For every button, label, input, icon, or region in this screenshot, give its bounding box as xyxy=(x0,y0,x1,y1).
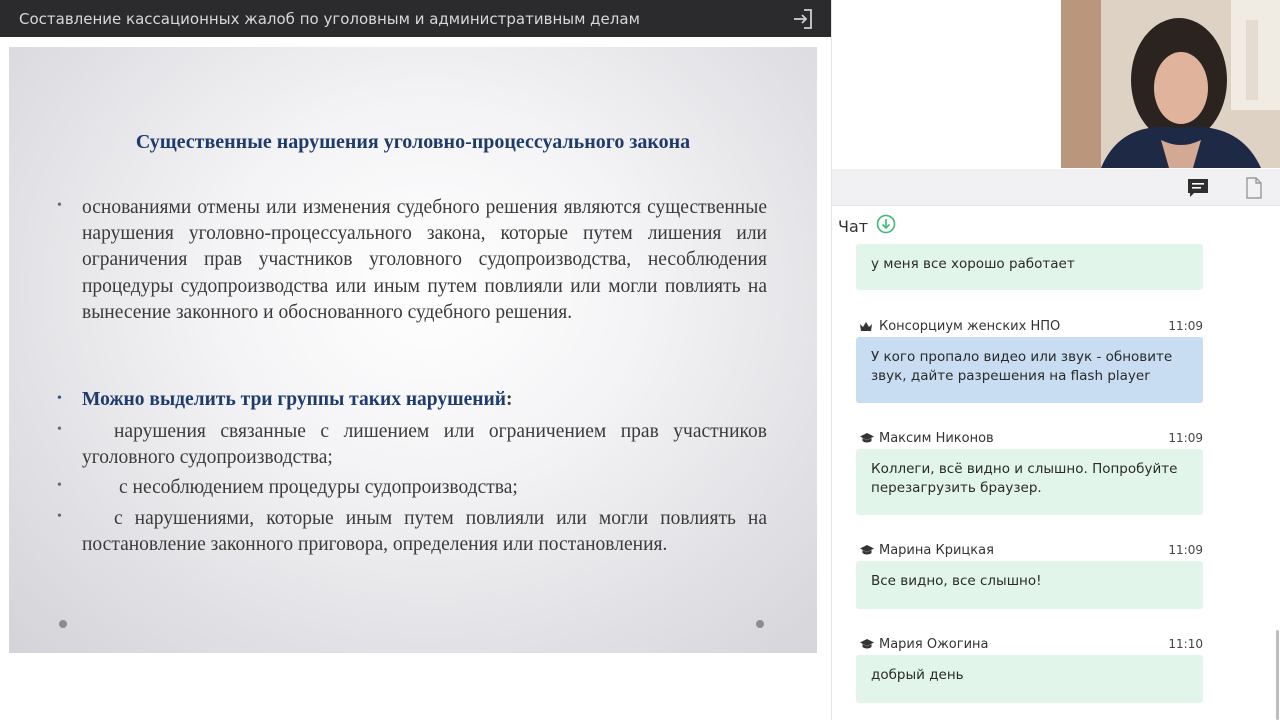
top-bar xyxy=(0,0,831,37)
chat-time: 11:10 xyxy=(1168,637,1203,651)
bullet: • xyxy=(57,391,62,406)
sign-out-icon[interactable] xyxy=(789,5,817,33)
groups-heading-text: Можно выделить три группы таких нарушений xyxy=(82,389,506,410)
bullet: • xyxy=(57,509,62,524)
slide-title: Существенные нарушения уголовно-процессуального закона xyxy=(135,131,691,153)
chat-message-meta xyxy=(859,430,1203,446)
slide-list-item: с нарушениями, которые иным путем повлияли или могли повлиять на постановление законного приговора, определения или постановления. xyxy=(82,508,767,556)
chat-author: Максим Никонов xyxy=(879,430,994,446)
speaker-video[interactable] xyxy=(1061,0,1280,168)
bullet: • xyxy=(57,478,62,493)
chat-author: Мария Ожогина xyxy=(879,636,989,652)
slide-decor-dot xyxy=(756,620,764,628)
chat-time: 11:09 xyxy=(1168,319,1203,333)
graduation-cap-icon xyxy=(859,431,875,445)
chat-message-bubble: У кого пропало видео или звук - обновите звук, дайте разрешения на flash player xyxy=(856,337,1203,403)
chat-bubble-icon[interactable] xyxy=(1185,175,1211,201)
chat-message-bubble: Все видно, все слышно! xyxy=(856,561,1203,609)
slide-decor-dot xyxy=(59,620,67,628)
graduation-cap-icon xyxy=(859,543,875,557)
chat-message-meta xyxy=(859,318,1203,334)
chat-messages[interactable] xyxy=(832,240,1252,720)
graduation-cap-icon xyxy=(859,637,875,651)
groups-heading xyxy=(82,387,767,413)
presentation-slide xyxy=(9,47,817,653)
chat-author: Консорциум женских НПО xyxy=(879,318,1061,334)
chat-message-bubble: Коллеги, всё видно и слышно. Попробуйте перезагрузить браузер. xyxy=(856,449,1203,515)
chat-time: 11:09 xyxy=(1168,431,1203,445)
side-panel xyxy=(831,0,1280,720)
chat-label: Чат xyxy=(838,216,869,236)
chat-header xyxy=(838,214,896,238)
chat-time: 11:09 xyxy=(1168,543,1203,557)
chat-scrollbar[interactable] xyxy=(1276,630,1279,720)
chat-author: Марина Крицкая xyxy=(879,542,994,558)
slide-paragraph: основаниями отмены или изменения судебного решения являются существенные нарушения уголовно-процессуального закона, которые путем лишения или ограничения прав участников уголовного судопроизводства, несоблюдения процедуры судопроизводства или иным путем повлияли или могли повлиять на вынесение законного и обоснованного судебного решения. xyxy=(82,197,767,323)
document-icon[interactable] xyxy=(1241,175,1267,201)
crown-icon xyxy=(859,319,875,333)
chat-message-meta xyxy=(859,636,1203,652)
slide-list-item: нарушения связанные с лишением или ограничением прав участников уголовного судопроизводства; xyxy=(82,421,767,469)
chat-message-bubble: у меня все хорошо работает xyxy=(856,244,1203,290)
bullet: • xyxy=(57,422,62,437)
chat-message-bubble: добрый день xyxy=(856,655,1203,703)
chat-message-meta xyxy=(859,542,1203,558)
download-circle-icon[interactable] xyxy=(876,214,896,238)
webinar-title: Составление кассационных жалоб по уголовным и административным делам xyxy=(19,9,640,28)
bullet: • xyxy=(57,198,62,213)
groups-heading-colon: : xyxy=(505,389,513,410)
slide-list-item: с несоблюдением процедуры судопроизводства; xyxy=(119,477,518,498)
panel-tabs xyxy=(832,169,1280,206)
